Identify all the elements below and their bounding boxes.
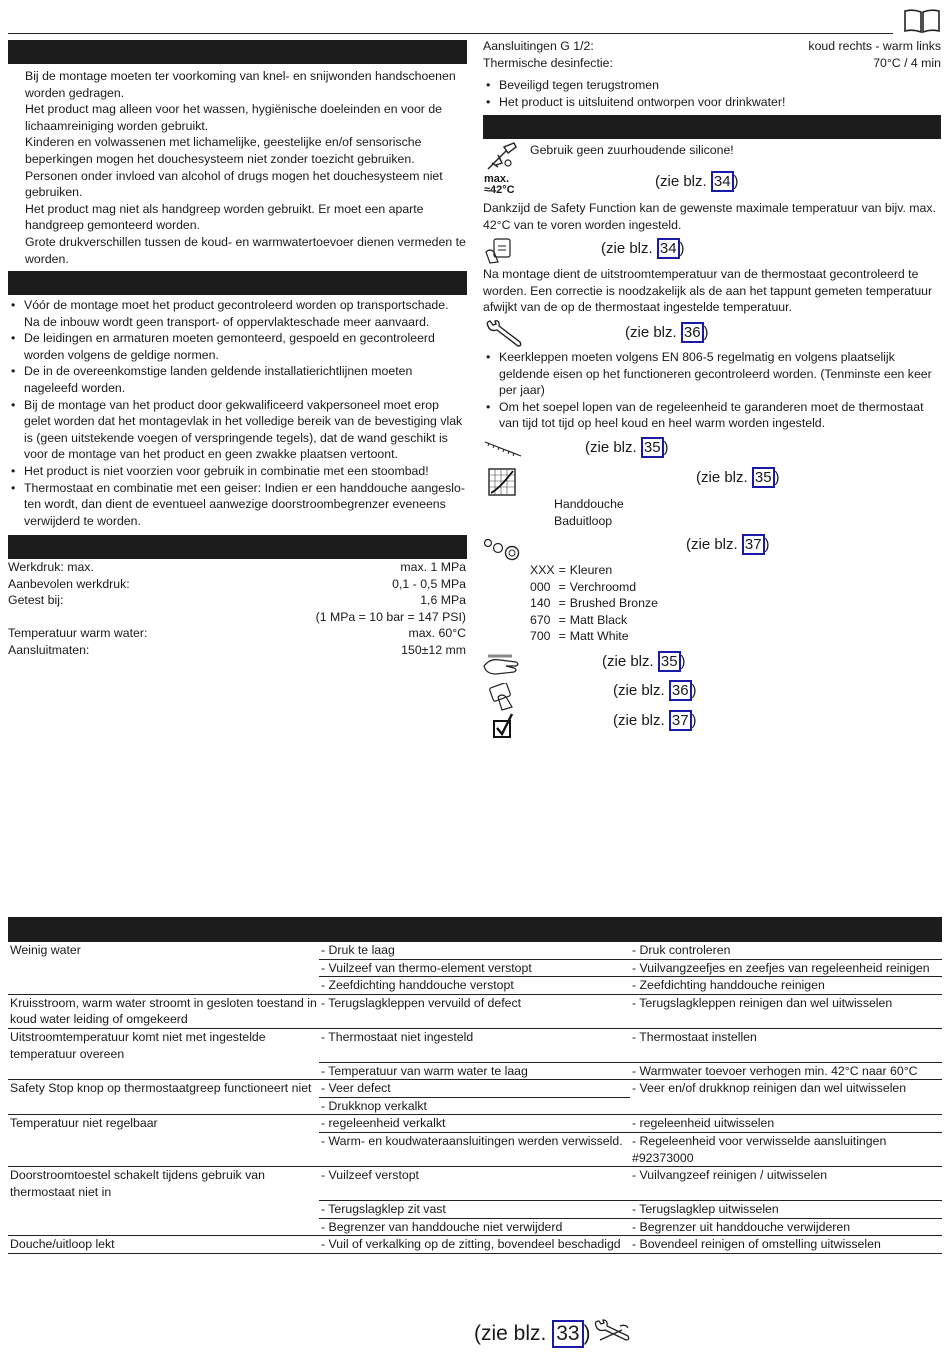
tech-row (8, 625, 466, 642)
cause-cell: - Terugslagklep zit vast (319, 1200, 630, 1218)
calibrate-text: Na montage dient de uitstroomtemperatuur van de thermostaat gecontroleerd te worden. Een correctie is noodzakelijk als de aan het tappunt gemeten temperatuur afwijkt van de op de thermostaat ingestelde temperatuur. (483, 267, 933, 315)
list-item: • Thermostaat en combinatie met een geiser: Indien er een handdouche aangeslo-ten wordt, dan dient de eventueel aanwezige doorstroombegrenzer eveneens verwijderd te worden. (8, 480, 467, 530)
ref-prefix: (zie blz. (613, 682, 669, 699)
table-row (8, 1200, 942, 1218)
problem-cell: Uitstroomtemperatuur komt niet met ingestelde temperatuur overeen (8, 1028, 319, 1062)
color-code-row (530, 628, 662, 645)
remedy-cell: - Regeleenheid voor verwisselde aansluitingen #92373000 (630, 1133, 942, 1167)
tech-value: koud rechts - warm links (808, 39, 941, 53)
page-number[interactable]: 34 (711, 171, 734, 192)
ref-prefix: (zie blz. (601, 240, 657, 257)
hand-operation-icon (488, 683, 518, 711)
flow-chart-icon (488, 468, 516, 496)
remedy-cell (630, 1097, 942, 1115)
page-ref[interactable] (613, 710, 697, 731)
remedy-cell: - Thermostaat instellen (630, 1028, 942, 1062)
problem-cell (8, 1097, 319, 1115)
tech-label: Getest bij: (8, 593, 64, 608)
page-ref[interactable] (613, 680, 697, 701)
caulk-gun-icon (484, 141, 520, 173)
tech-value: max. 1 MPa (400, 560, 466, 574)
problem-cell: Safety Stop knop op thermostaatgreep functioneert niet (8, 1080, 319, 1098)
color-code: XXX (530, 563, 555, 577)
tech-value: 0,1 - 0,5 MPa (392, 576, 466, 591)
color-name: Matt White (569, 629, 629, 644)
safety-text (25, 68, 467, 267)
cause-cell: - Terugslagkleppen vervuild of defect (319, 994, 630, 1028)
ref-prefix: (zie blz. (585, 439, 641, 456)
tech-row (8, 642, 466, 659)
remedy-cell: - Vuilvangzeefjes en zeefjes van regeleenheid reinigen (630, 959, 942, 977)
page-ref[interactable] (585, 437, 669, 458)
ref-suffix: ) (691, 682, 697, 699)
connections-data (483, 38, 941, 71)
cause-cell: - Thermostaat niet ingesteld (319, 1028, 630, 1062)
tech-label: Temperatuur warm water: (8, 626, 148, 641)
remedy-cell: - Bovendeel reinigen of omstelling uitwisselen (630, 1236, 942, 1254)
section-bar-tech (8, 535, 467, 559)
ref-prefix: (zie blz. (613, 712, 669, 729)
color-code: 670 (530, 612, 551, 627)
cause-cell: - Vuilzeef verstopt (319, 1167, 630, 1201)
wrench-icon (484, 320, 524, 348)
flow-label: Handdouche (554, 497, 624, 511)
remedy-cell: - Druk controleren (630, 942, 942, 960)
silicone-warning: Gebruik geen zuurhoudende silicone! (530, 143, 734, 157)
tech-row (8, 609, 466, 626)
max-temp-label: max. (484, 173, 510, 185)
page-number[interactable]: 37 (669, 710, 692, 731)
safety-line: Kinderen en volwassenen met lichamelijke, geestelijke en/of sensorische beperkingen mogen het douchesysteem niet zonder toezicht gebruiken. (25, 135, 422, 166)
equals: = (558, 629, 566, 644)
page-ref[interactable] (602, 651, 686, 672)
table-row (8, 1236, 942, 1254)
page-ref[interactable] (601, 238, 685, 259)
color-name: Verchroomd (569, 579, 637, 594)
equals: = (558, 563, 566, 577)
table-row (8, 1062, 942, 1080)
max-temp-icon (484, 174, 524, 196)
tech-value: max. 60°C (408, 626, 466, 641)
ref-suffix: ) (774, 469, 780, 486)
tech-row (8, 576, 466, 593)
color-code: 000 (530, 579, 551, 594)
tech-label: Thermische desinfectie: (483, 55, 613, 70)
page-ref[interactable] (655, 171, 739, 192)
ruler-icon (484, 438, 522, 460)
book-icon (903, 8, 941, 34)
cause-cell: - regeleenheid verkalkt (319, 1115, 630, 1133)
wrench-icon (592, 1318, 632, 1346)
table-row (8, 1097, 942, 1115)
problem-cell (8, 959, 319, 977)
page-number[interactable]: 33 (552, 1320, 583, 1348)
footer-page-ref[interactable] (474, 1320, 591, 1348)
table-row (8, 1218, 942, 1236)
feature-list (483, 77, 941, 110)
safety-line: Personen onder invloed van alcohol of drugs mogen het douchesysteem niet gebruiken. (25, 168, 443, 200)
page-number[interactable]: 35 (641, 437, 664, 458)
troubleshooting-table (8, 941, 942, 1254)
table-row (8, 1080, 942, 1098)
remedy-cell: - Terugslagkleppen reinigen dan wel uitwisselen (630, 994, 942, 1028)
remedy-cell: - Warmwater toevoer verhogen min. 42°C naar 60°C (630, 1062, 942, 1080)
ref-prefix: (zie blz. (696, 469, 752, 486)
color-code: 700 (530, 629, 551, 644)
problem-cell: Doorstroomtoestel schakelt tijdens gebruik van thermostaat niet in (8, 1167, 319, 1201)
remedy-cell: - Terugslagklep uitwisselen (630, 1200, 942, 1218)
safety-line: Het product mag niet als handgreep worden gebruikt. Er moet een aparte handgreep gemonteerd worden. (25, 201, 424, 233)
page-number[interactable]: 37 (742, 534, 765, 555)
ref-suffix: ) (583, 1322, 591, 1345)
tech-value: 70°C / 4 min (873, 55, 941, 70)
page-number[interactable]: 35 (658, 651, 681, 672)
tech-row (8, 592, 466, 609)
page-ref[interactable] (686, 534, 770, 555)
cause-cell: - Veer defect (319, 1080, 630, 1098)
ref-suffix: ) (733, 173, 739, 190)
color-name: Matt Black (569, 612, 628, 627)
ref-suffix: ) (764, 536, 770, 553)
list-item: • Vóór de montage moet het product gecontroleerd worden op transportschade. Na de inbouw wordt geen transport- of oppervlakteschade meer aanvaard. (8, 297, 467, 330)
maintenance-list (483, 349, 941, 432)
tech-value: (1 MPa = 10 bar = 147 PSI) (315, 609, 466, 624)
table-row (8, 942, 942, 960)
remedy-cell: - Begrenzer uit handdouche verwijderen (630, 1218, 942, 1236)
tech-label: Aansluitingen G 1/2: (483, 39, 594, 53)
flow-legend (554, 496, 624, 529)
list-item: • De in de overeenkomstige landen geldende installatierichtlijnen moeten nageleefd worden. (8, 363, 467, 396)
tech-label: Aanbevolen werkdruk: (8, 576, 130, 591)
list-item: • De leidingen en armaturen moeten gemonteerd, gespoeld en gecontroleerd worden volgens de geldige normen. (8, 330, 467, 363)
problem-cell (8, 1133, 319, 1167)
ref-prefix: (zie blz. (655, 173, 711, 190)
ref-prefix: (zie blz. (474, 1322, 553, 1345)
table-row (8, 1133, 942, 1167)
cause-cell: - Vuil of verkalking op de zitting, bovendeel beschadigd (319, 1236, 630, 1254)
tech-label: Werkdruk: max. (8, 560, 94, 574)
page-ref[interactable] (625, 322, 709, 343)
problem-cell (8, 977, 319, 995)
problem-cell: Temperatuur niet regelbaar (8, 1115, 319, 1133)
ref-suffix: ) (691, 712, 697, 729)
page-number[interactable]: 34 (657, 238, 680, 259)
remedy-cell: - Zeefdichting handdouche reinigen (630, 977, 942, 995)
installation-list (8, 297, 467, 529)
ref-prefix: (zie blz. (625, 324, 681, 341)
section-bar-installation (8, 271, 467, 295)
table-row (8, 977, 942, 995)
section-bar-safety (8, 40, 467, 64)
cause-cell: - Warm- en koudwateraansluitingen werden verwisseld. (319, 1133, 630, 1167)
cleaning-hand-icon (482, 652, 522, 678)
list-item: • Bij de montage van het product door gekwalificeerd vakpersoneel moet erop gelet worden dat het montagevlak in het volledige bereik van de bevestiging vlak is (geen uitstekende voegen of verspringende tegels), dat de wand geschikt is voor de montage van het product en geen zwakke plaatsen vertoont. (8, 397, 467, 463)
table-row (8, 1028, 942, 1062)
page-number[interactable]: 35 (752, 467, 775, 488)
thermometer-hand-icon (484, 236, 520, 266)
safety-line: Het product mag alleen voor het wassen, hygiënische doeleinden en voor de lichaamreiniging worden gebruikt. (25, 102, 442, 133)
color-name: Kleuren (569, 563, 613, 577)
table-row (8, 959, 942, 977)
remedy-cell: - Vuilvangzeef reinigen / uitwisselen (630, 1167, 942, 1201)
cause-cell: - Druk te laag (319, 942, 630, 960)
list-item: • Keerkleppen moeten volgens EN 806-5 regelmatig en volgens plaatselijk geldende eisen op het functioneren gecontroleerd worden. (Tenminste een keer per jaar) (483, 349, 941, 399)
table-row (8, 994, 942, 1028)
tech-value: 150±12 mm (401, 642, 466, 657)
cause-cell: - Zeefdichting handdouche verstopt (319, 977, 630, 995)
list-item: • Om het soepel lopen van de regeleenheid te garanderen moet de thermostaat van tijd tot tijd op heel koud en heel warm worden ingesteld. (483, 399, 941, 432)
color-name: Brushed Bronze (569, 596, 658, 611)
ref-suffix: ) (663, 439, 669, 456)
remedy-cell: - Veer en/of drukknop reinigen dan wel uitwisselen (630, 1080, 942, 1098)
problem-cell (8, 1200, 319, 1218)
list-item: • Beveiligd tegen terugstromen (483, 77, 941, 94)
equals: = (558, 612, 566, 627)
color-code-row (530, 595, 662, 612)
ref-prefix: (zie blz. (686, 536, 742, 553)
max-temp-value: ≈42°C (484, 184, 515, 196)
safety-line: Grote drukverschillen tussen de koud- en warmwatertoevoer dienen vermeden te worden. (25, 234, 466, 266)
tech-row (483, 55, 941, 72)
problem-cell (8, 1062, 319, 1080)
color-code: 140 (530, 596, 551, 611)
page-number[interactable]: 36 (669, 680, 692, 701)
section-bar-installation-steps (483, 115, 941, 139)
page-ref[interactable] (696, 467, 780, 488)
color-code-row (530, 562, 662, 579)
color-code-row (530, 612, 662, 629)
safety-line: Bij de montage moeten ter voorkoming van knel- en snijwonden handschoenen worden gedragen. (25, 69, 456, 100)
page-number[interactable]: 36 (681, 322, 704, 343)
ref-suffix: ) (703, 324, 709, 341)
ref-suffix: ) (680, 653, 686, 670)
checkbox-checked-icon (492, 713, 514, 739)
table-row (8, 1115, 942, 1133)
spare-parts-icon (483, 537, 523, 563)
tech-row (483, 38, 941, 55)
cause-cell: - Temperatuur van warm water te laag (319, 1062, 630, 1080)
list-item: • Het product is uitsluitend ontworpen voor drinkwater! (483, 94, 941, 111)
tech-value: 1,6 MPa (420, 593, 466, 608)
problem-cell: Douche/uitloop lekt (8, 1236, 319, 1254)
cause-cell: - Begrenzer van handdouche niet verwijderd (319, 1218, 630, 1236)
problem-cell (8, 1218, 319, 1236)
header-rule (8, 33, 893, 34)
table-row (8, 1167, 942, 1201)
color-code-table (530, 562, 662, 645)
list-item: • Het product is niet voorzien voor gebruik in combinatie met een stoombad! (8, 463, 467, 480)
flow-label: Baduitloop (554, 513, 613, 528)
equals: = (558, 579, 566, 594)
section-bar-troubleshooting (8, 917, 942, 941)
problem-cell: Kruisstroom, warm water stroomt in gesloten toestand in koud water leiding of omgekeerd (8, 994, 319, 1028)
cause-cell: - Drukknop verkalkt (319, 1097, 630, 1115)
equals: = (558, 596, 566, 611)
tech-data (8, 559, 466, 659)
cause-cell: - Vuilzeef van thermo-element verstopt (319, 959, 630, 977)
problem-cell: Weinig water (8, 942, 319, 960)
ref-prefix: (zie blz. (602, 653, 658, 670)
tech-row (8, 559, 466, 576)
tech-label: Aansluitmaten: (8, 642, 90, 657)
ref-suffix: ) (679, 240, 685, 257)
remedy-cell: - regeleenheid uitwisselen (630, 1115, 942, 1133)
max-temp-text: Dankzijd de Safety Function kan de gewenste maximale temperatuur van bijv. max. 42°C van te voren worden ingesteld. (483, 201, 936, 232)
color-code-row (530, 579, 662, 596)
